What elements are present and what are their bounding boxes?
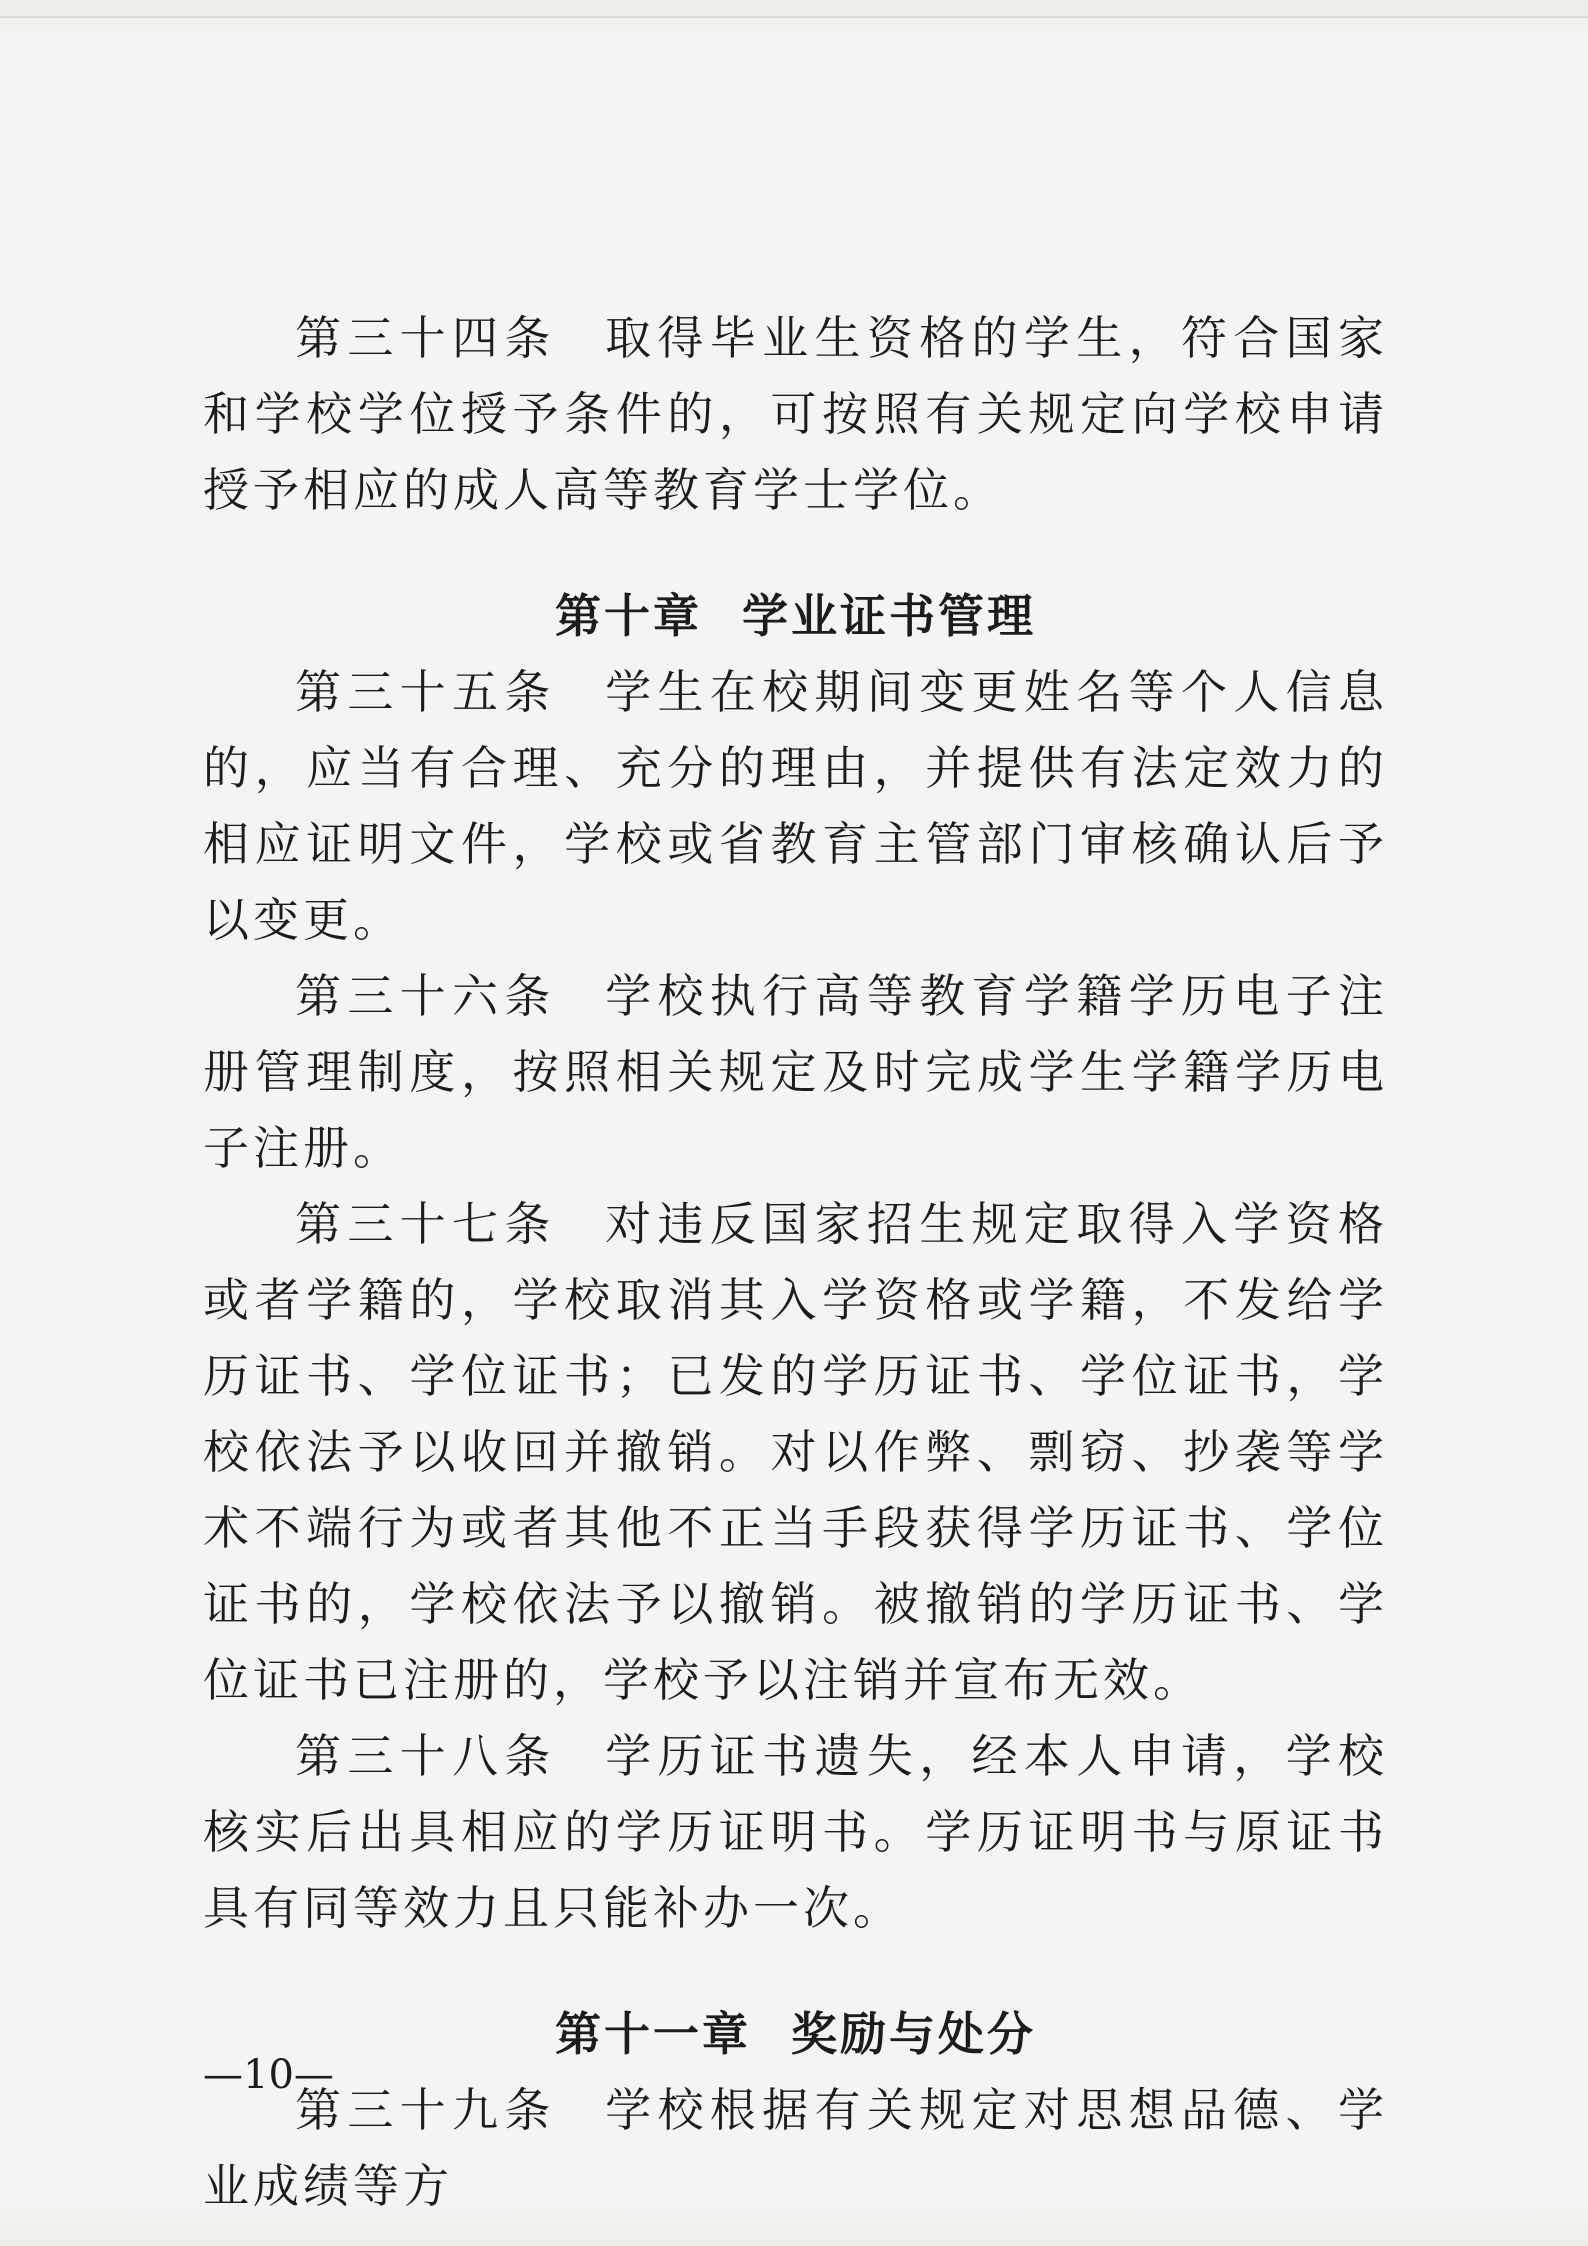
article-text: 学历证书遗失，经本人申请，学校核实后出具相应的学历证明书。学历证明书与原证书具有同等效力且只能补办一次。	[203, 1729, 1389, 1935]
chapter-title: 奖励与处分	[791, 2007, 1036, 2061]
article-label: 第三十九条	[295, 2083, 557, 2137]
article-text: 学生在校期间变更姓名等个人信息的，应当有合理、充分的理由，并提供有法定效力的相应证明文件，学校或省教育主管部门审核确认后予以变更。	[203, 665, 1389, 947]
article-text: 对违反国家招生规定取得入学资格或者学籍的，学校取消其入学资格或学籍，不发给学历证书、学位证书；已发的学历证书、学位证书，学校依法予以收回并撤销。对以作弊、剽窃、抄袭等学术不端行为或者其他不正当手段获得学历证书、学位证书的，学校依法予以撤销。被撤销的学历证书、学位证书已注册的，学校予以注销并宣布无效。	[203, 1197, 1389, 1707]
article-label: 第三十八条	[295, 1729, 557, 1783]
article-35	[203, 654, 1388, 958]
chapter-title: 学业证书管理	[742, 589, 1036, 643]
article-label: 第三十七条	[295, 1197, 557, 1251]
chapter-number: 第十章	[555, 589, 702, 643]
article-label: 第三十六条	[295, 969, 557, 1023]
article-37	[203, 1186, 1388, 1718]
page-number: —10—	[203, 2052, 334, 2098]
document-body	[203, 300, 1388, 2224]
scan-top-edge	[0, 16, 1588, 18]
article-34	[203, 300, 1388, 528]
article-label: 第三十四条	[295, 311, 557, 365]
chapter-11-heading	[203, 1996, 1388, 2072]
article-text: 取得毕业生资格的学生，符合国家和学校学位授予条件的，可按照有关规定向学校申请授予相应的成人高等教育学士学位。	[203, 311, 1389, 517]
article-39	[203, 2072, 1388, 2224]
chapter-number: 第十一章	[555, 2007, 751, 2061]
article-text: 学校根据有关规定对思想品德、学业成绩等方	[203, 2083, 1389, 2213]
article-text: 学校执行高等教育学籍学历电子注册管理制度，按照相关规定及时完成学生学籍学历电子注册。	[203, 969, 1389, 1175]
chapter-10-heading	[203, 578, 1388, 654]
article-38	[203, 1718, 1388, 1946]
article-label: 第三十五条	[295, 665, 557, 719]
article-36	[203, 958, 1388, 1186]
